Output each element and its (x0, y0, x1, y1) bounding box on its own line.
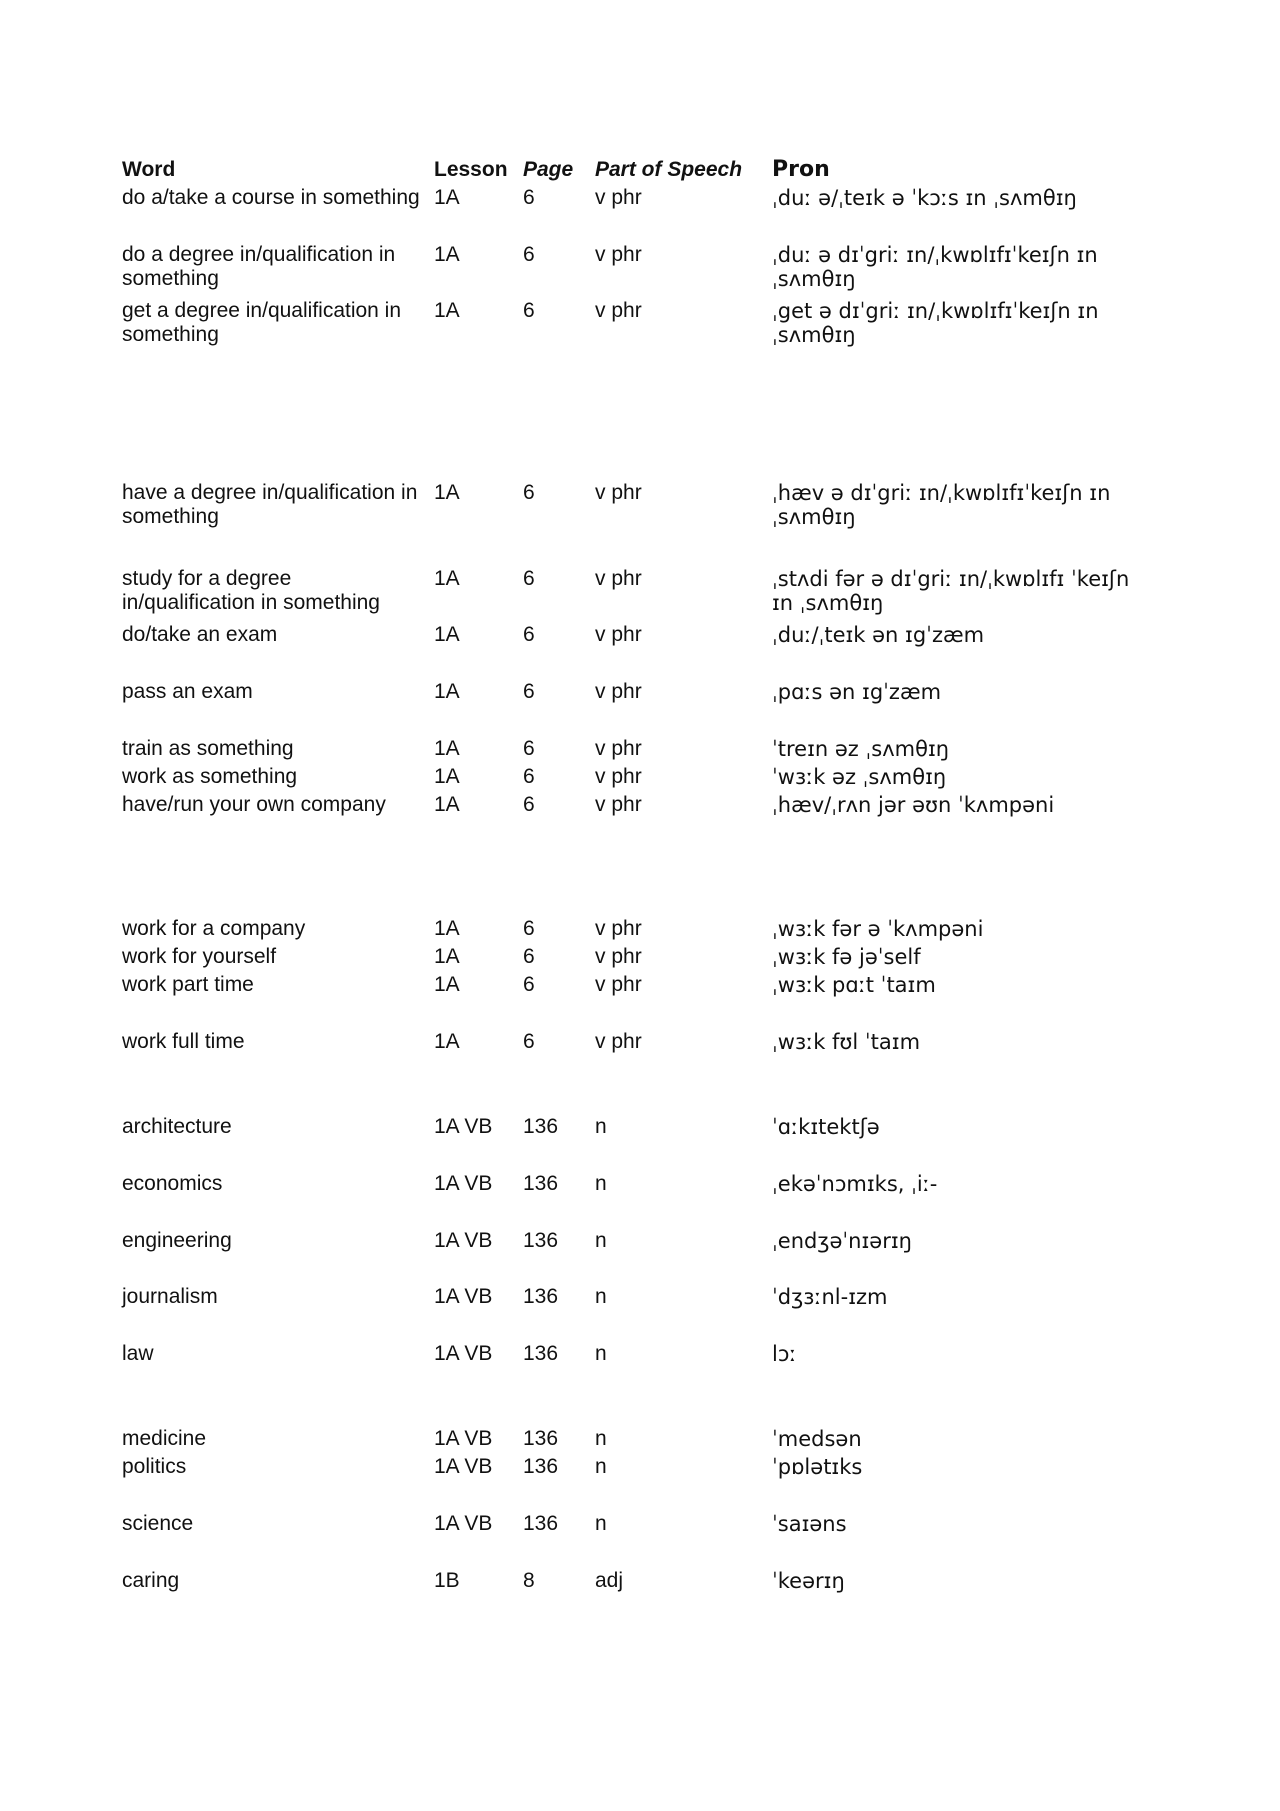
cell-lesson: 1A (434, 917, 460, 940)
cell-part-of-speech: v phr (595, 299, 642, 322)
cell-lesson: 1A VB (434, 1455, 493, 1478)
header-pron: Pron (772, 157, 830, 182)
cell-lesson: 1A (434, 186, 460, 209)
cell-page: 136 (523, 1455, 559, 1478)
cell-word: have/run your own company (122, 793, 386, 816)
cell-word: have a degree in/qualification in something (122, 481, 418, 528)
cell-part-of-speech: v phr (595, 737, 642, 760)
cell-pron: ˌwɜːk fʊl ˈtaɪm (772, 1030, 921, 1054)
cell-lesson: 1A (434, 680, 460, 703)
cell-part-of-speech: n (595, 1229, 607, 1252)
cell-lesson: 1A VB (434, 1512, 493, 1535)
cell-pron: ˈmedsən (772, 1427, 862, 1451)
cell-pron: ˌendʒəˈnɪərɪŋ (772, 1229, 912, 1253)
cell-word: get a degree in/qualification in something (122, 299, 402, 346)
cell-lesson: 1A (434, 973, 460, 996)
cell-word: law (122, 1342, 154, 1365)
cell-word: work part time (122, 973, 254, 996)
cell-word: work as something (122, 765, 298, 788)
cell-page: 6 (523, 917, 535, 940)
cell-word: politics (122, 1455, 187, 1478)
cell-page: 6 (523, 793, 535, 816)
cell-page: 6 (523, 481, 535, 504)
cell-pron: ˈwɜːk əz ˌsʌmθɪŋ (772, 765, 947, 789)
cell-word: work full time (122, 1030, 245, 1053)
cell-page: 136 (523, 1172, 559, 1195)
cell-lesson: 1A VB (434, 1115, 493, 1138)
cell-part-of-speech: v phr (595, 243, 642, 266)
cell-lesson: 1A (434, 567, 460, 590)
cell-part-of-speech: v phr (595, 481, 642, 504)
cell-word: architecture (122, 1115, 232, 1138)
cell-pron: ˌwɜːk pɑːt ˈtaɪm (772, 973, 936, 997)
cell-part-of-speech: v phr (595, 186, 642, 209)
cell-part-of-speech: n (595, 1115, 607, 1138)
cell-page: 6 (523, 973, 535, 996)
cell-part-of-speech: n (595, 1172, 607, 1195)
cell-part-of-speech: n (595, 1512, 607, 1535)
cell-pron: ˌekəˈnɔmɪks, ˌiː- (772, 1172, 938, 1196)
header-page: Page (523, 158, 574, 181)
cell-page: 6 (523, 945, 535, 968)
cell-lesson: 1A (434, 299, 460, 322)
cell-word: do a degree in/qualification in something (122, 243, 396, 290)
cell-page: 136 (523, 1115, 559, 1138)
cell-word: work for a company (122, 917, 306, 940)
cell-lesson: 1A VB (434, 1342, 493, 1365)
cell-pron: ˌhæv ə dɪˈgriː ɪn/ˌkwɒlɪfɪˈkeɪʃn ɪn ˌsʌmθɪŋ (772, 481, 1111, 529)
cell-page: 136 (523, 1512, 559, 1535)
cell-part-of-speech: v phr (595, 567, 642, 590)
cell-pron: ˈɑːkɪtektʃə (772, 1115, 880, 1139)
cell-word: study for a degree in/qualification in something (122, 567, 380, 614)
cell-lesson: 1A (434, 623, 460, 646)
header-lesson: Lesson (434, 158, 508, 181)
cell-word: do a/take a course in something (122, 186, 420, 209)
cell-part-of-speech: n (595, 1455, 607, 1478)
cell-page: 6 (523, 299, 535, 322)
cell-word: train as something (122, 737, 294, 760)
cell-lesson: 1A (434, 481, 460, 504)
cell-lesson: 1A VB (434, 1285, 493, 1308)
cell-part-of-speech: n (595, 1342, 607, 1365)
header-part-of-speech: Part of Speech (595, 158, 743, 181)
cell-lesson: 1A (434, 793, 460, 816)
cell-word: economics (122, 1172, 223, 1195)
cell-pron: ˌget ə dɪˈgriː ɪn/ˌkwɒlɪfɪˈkeɪʃn ɪn ˌsʌmθɪŋ (772, 299, 1099, 347)
cell-word: journalism (122, 1285, 218, 1308)
cell-part-of-speech: v phr (595, 765, 642, 788)
cell-pron: ˌstʌdi fər ə dɪˈgriː ɪn/ˌkwɒlɪfɪ ˈkeɪʃn ɪn ˌsʌmθɪŋ (772, 567, 1130, 615)
cell-pron: ˌhæv/ˌrʌn jər əʊn ˈkʌmpəni (772, 793, 1055, 817)
cell-part-of-speech: v phr (595, 917, 642, 940)
cell-lesson: 1A VB (434, 1172, 493, 1195)
cell-lesson: 1A (434, 765, 460, 788)
cell-pron: lɔː (772, 1342, 797, 1366)
cell-pron: ˌwɜːk fə jəˈself (772, 945, 921, 969)
cell-page: 136 (523, 1427, 559, 1450)
cell-part-of-speech: v phr (595, 945, 642, 968)
cell-word: science (122, 1512, 194, 1535)
cell-word: medicine (122, 1427, 207, 1450)
cell-pron: ˈtreɪn əz ˌsʌmθɪŋ (772, 737, 950, 761)
header-word: Word (122, 158, 176, 181)
cell-part-of-speech: adj (595, 1569, 624, 1592)
cell-page: 136 (523, 1229, 559, 1252)
cell-pron: ˌpɑːs ən ɪgˈzæm (772, 680, 942, 704)
cell-page: 6 (523, 680, 535, 703)
cell-page: 6 (523, 243, 535, 266)
cell-part-of-speech: v phr (595, 973, 642, 996)
cell-pron: ˈpɒlətɪks (772, 1455, 863, 1479)
cell-page: 6 (523, 567, 535, 590)
cell-page: 6 (523, 1030, 535, 1053)
cell-part-of-speech: v phr (595, 793, 642, 816)
cell-part-of-speech: v phr (595, 623, 642, 646)
cell-page: 136 (523, 1342, 559, 1365)
cell-page: 8 (523, 1569, 535, 1592)
cell-lesson: 1A (434, 945, 460, 968)
cell-part-of-speech: n (595, 1427, 607, 1450)
cell-page: 6 (523, 737, 535, 760)
cell-page: 6 (523, 186, 535, 209)
cell-pron: ˌduː/ˌteɪk ən ɪgˈzæm (772, 623, 985, 647)
cell-lesson: 1B (434, 1569, 460, 1592)
cell-page: 6 (523, 623, 535, 646)
cell-word: caring (122, 1569, 180, 1592)
cell-part-of-speech: v phr (595, 680, 642, 703)
cell-lesson: 1A (434, 737, 460, 760)
cell-pron: ˈkeərɪŋ (772, 1569, 845, 1593)
cell-pron: ˈsaɪəns (772, 1512, 847, 1536)
cell-word: do/take an exam (122, 623, 278, 646)
cell-pron: ˌduː ə/ˌteɪk ə ˈkɔːs ɪn ˌsʌmθɪŋ (772, 186, 1077, 210)
cell-lesson: 1A (434, 243, 460, 266)
cell-word: work for yourself (122, 945, 277, 968)
cell-part-of-speech: n (595, 1285, 607, 1308)
cell-page: 136 (523, 1285, 559, 1308)
cell-part-of-speech: v phr (595, 1030, 642, 1053)
cell-pron: ˈdʒɜːnl-ɪzm (772, 1285, 888, 1309)
cell-page: 6 (523, 765, 535, 788)
cell-word: pass an exam (122, 680, 253, 703)
cell-lesson: 1A (434, 1030, 460, 1053)
cell-word: engineering (122, 1229, 232, 1252)
cell-lesson: 1A VB (434, 1427, 493, 1450)
cell-lesson: 1A VB (434, 1229, 493, 1252)
cell-pron: ˌwɜːk fər ə ˈkʌmpəni (772, 917, 984, 941)
cell-pron: ˌduː ə dɪˈgriː ɪn/ˌkwɒlɪfɪˈkeɪʃn ɪn ˌsʌmθɪŋ (772, 243, 1098, 291)
